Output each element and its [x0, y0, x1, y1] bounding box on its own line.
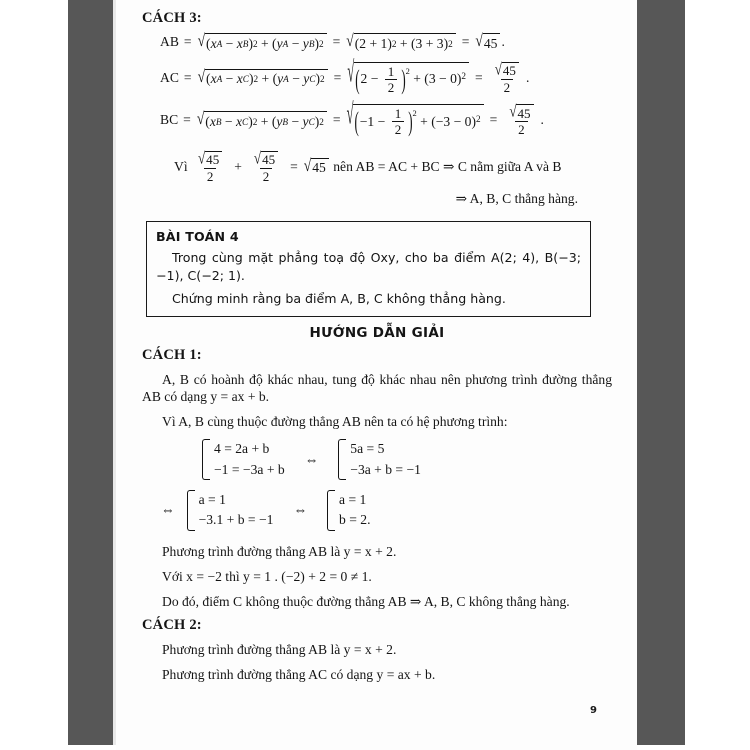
- system-row-1: [200, 439, 612, 480]
- problem-box: [146, 221, 591, 317]
- radicand-ac-numeric: [354, 62, 469, 95]
- fraction-denominator: 2: [392, 121, 405, 136]
- radicand-45: 45: [205, 151, 222, 167]
- conclusion-tail-text: C nằm giữa A và B: [457, 158, 562, 174]
- fraction-denominator: 2: [204, 168, 217, 183]
- label-bc: BC: [160, 112, 179, 128]
- system-3-line-1: a = 1: [198, 492, 226, 508]
- equation-bc: [160, 96, 612, 138]
- equation-ac-lhs: [160, 70, 197, 86]
- system-4-equations: [339, 490, 370, 531]
- paren-group-ac: [355, 62, 410, 95]
- paren-left: (: [355, 62, 360, 95]
- sqrt-icon: √: [346, 96, 354, 130]
- sqrt-icon: √: [197, 30, 206, 49]
- sqrt-icon: √: [303, 154, 312, 174]
- system-2-line-1: 5a = 5: [350, 441, 385, 457]
- exponent-two: 2: [412, 108, 417, 119]
- exponent-two: 2: [405, 65, 410, 76]
- paren-right: ): [401, 62, 406, 95]
- system-1: [202, 439, 285, 480]
- sqrt-ab-symbolic: [197, 30, 327, 52]
- period: .: [501, 34, 505, 50]
- system-1-line-2: −1 = −3a + b: [214, 461, 285, 477]
- equivalence-symbol: ⇔: [304, 451, 319, 467]
- sqrt-ab-result: [475, 30, 500, 52]
- system-2: [338, 439, 421, 480]
- fraction-sqrt45-over-2-a: [194, 147, 226, 184]
- sqrt-45: [253, 147, 278, 168]
- system-1-line-1: 4 = 2a + b: [214, 441, 270, 457]
- sqrt-bc-symbolic: [196, 108, 327, 130]
- conclusion-final: ⇒ A, B, C thẳng hàng.: [455, 190, 578, 206]
- equivalence-symbol: ⇔: [161, 502, 175, 518]
- equivalence-symbol: ⇔: [293, 502, 308, 518]
- brace-icon: [338, 439, 346, 480]
- system-3-equations: [199, 490, 274, 531]
- system-1-equations: [214, 439, 285, 480]
- solution-paragraph-4: Với x = −2 thì y = 1 . (−2) + 2 = 0 ≠ 1.: [162, 568, 372, 584]
- radicand-ac-tail: + $(3 - 0)^2$: [409, 71, 467, 87]
- conclusion-prefix: Vì: [174, 158, 188, 174]
- label-ac: AC: [160, 69, 179, 85]
- brace-icon: [327, 490, 335, 531]
- equals-sign-3: =: [489, 112, 498, 128]
- conclusion-line: [174, 147, 612, 184]
- system-2-equations: [350, 439, 421, 480]
- sqrt-bc-numeric: [346, 96, 484, 138]
- page-content: [142, 10, 612, 684]
- sqrt-ac-symbolic: [197, 65, 328, 88]
- radicand-45: 45: [311, 158, 329, 177]
- equals-sign-2: =: [332, 34, 341, 50]
- radicand-45: 45: [502, 62, 519, 78]
- sqrt-ac-numeric: [347, 54, 469, 95]
- equation-ac: [160, 54, 612, 95]
- equals-sign-3: =: [461, 34, 470, 50]
- brace-icon: [202, 439, 210, 480]
- implies-arrow-icon: ⇒: [443, 158, 455, 174]
- fraction-numerator: [250, 147, 282, 168]
- radicand-bc-symbolic: ( x B − x C ) 2 + ( y B − y C ) 2: [204, 111, 327, 130]
- equals-sign-2: =: [333, 69, 342, 85]
- problem-request: Chứng minh rằng ba điểm A, B, C không thẳng hàng.: [172, 290, 506, 306]
- solution-paragraph-2: Vì A, B cùng thuộc đường thẳng AB nên ta có hệ phương trình:: [162, 414, 508, 430]
- equals-sign-3: =: [475, 69, 483, 85]
- solution-paragraph-7: Phương trình đường thẳng AC có dạng y = ax + b.: [162, 666, 436, 682]
- solution-paragraph-1: A, B có hoành độ khác nhau, tung độ khác nhau nên phương trình đường thẳng AB có dạng y = ax + b.: [142, 371, 612, 405]
- radicand-45: 45: [483, 33, 501, 52]
- radicand-45: 45: [516, 104, 533, 120]
- document-page: [116, 0, 637, 750]
- equals-sign: =: [290, 158, 298, 174]
- period: .: [525, 69, 530, 85]
- fraction-half: [385, 65, 398, 95]
- sqrt-icon: √: [346, 30, 354, 49]
- solution-heading: HƯỚNG DẪN GIẢI: [309, 324, 445, 341]
- fraction-numerator: 1: [387, 63, 395, 79]
- fraction-denominator: 2: [501, 79, 514, 94]
- equals-sign-2: =: [332, 112, 341, 128]
- fraction-denominator: 2: [515, 121, 528, 136]
- section-heading-cach2: CÁCH 2:: [142, 616, 202, 633]
- period: .: [540, 112, 544, 128]
- system-3: [187, 490, 274, 531]
- equals-sign: =: [183, 34, 192, 50]
- paren-group-bc: [354, 107, 416, 137]
- label-ab: AB: [160, 34, 179, 50]
- system-row-2: [156, 490, 612, 531]
- solution-paragraph-6: Phương trình đường thẳng AB là y = x + 2.: [162, 641, 397, 657]
- sqrt-45: [494, 58, 519, 79]
- system-4: [327, 490, 370, 531]
- sqrt-icon: √: [509, 101, 517, 120]
- scan-shadow-band-left: [68, 0, 116, 745]
- fraction-sqrt45-over-2: [505, 101, 537, 138]
- radicand-bc-tail: + $(-3 - 0)^2$: [416, 113, 481, 130]
- fraction-numerator: [194, 147, 226, 168]
- equation-bc-lhs: [160, 112, 196, 128]
- equation-ab-lhs: [160, 34, 197, 50]
- radicand-ac-symbolic: ( x A − x C ) 2 + ( y A − y C ) 2: [205, 69, 328, 88]
- fraction-numerator: [491, 58, 523, 79]
- page-number: 9: [590, 705, 597, 716]
- section-heading-cach3: CÁCH 3:: [142, 10, 202, 26]
- solution-paragraph-5: Do đó, điểm C không thuộc đường thẳng AB ⇒ A, B, C không thẳng hàng.: [162, 593, 570, 609]
- fraction-denominator: 2: [385, 79, 398, 94]
- sqrt-icon: √: [197, 65, 206, 85]
- paren-inner-ac: 2 − $\frac{1}{2}$: [360, 65, 402, 95]
- radicand-ab-numeric: (2 + 1) 2 + (3 + 3) 2: [354, 33, 456, 52]
- solution-paragraph-3: Phương trình đường thẳng AB là y = x + 2.: [162, 543, 397, 559]
- problem-title: BÀI TOÁN 4: [156, 228, 239, 244]
- sqrt-45-total: [303, 154, 329, 177]
- equals-sign: =: [183, 69, 192, 85]
- system-2-line-2: −3a + b = −1: [350, 461, 421, 477]
- fraction-numerator: 1: [394, 106, 402, 122]
- sqrt-icon: √: [347, 54, 355, 88]
- system-3-line-2: −3.1 + b = −1: [198, 512, 274, 528]
- radicand-45: 45: [261, 151, 278, 167]
- fraction-half: [392, 107, 405, 137]
- problem-statement: Trong cùng mặt phẳng toạ độ Oxy, cho ba điểm A(2; 4), B(−3; −1), C(−2; 1).: [156, 249, 581, 283]
- sqrt-icon: √: [196, 108, 205, 128]
- scan-shadow-band-right: [637, 0, 685, 745]
- fraction-numerator: [505, 101, 537, 121]
- fraction-sqrt45-over-2: [491, 58, 523, 95]
- sqrt-icon: √: [198, 147, 206, 167]
- sqrt-icon: √: [253, 147, 262, 167]
- sqrt-icon: √: [494, 58, 502, 78]
- equals-sign: =: [183, 112, 191, 128]
- sqrt-45: [509, 101, 533, 121]
- sqrt-icon: √: [475, 30, 483, 49]
- conclusion-mid-text: nên AB = AC + BC: [333, 158, 440, 174]
- system-4-line-1: a = 1: [339, 492, 367, 508]
- radicand-bc-numeric: [353, 104, 483, 137]
- fraction-sqrt45-over-2-b: [250, 147, 282, 184]
- sqrt-45: [198, 147, 222, 168]
- paren-inner-bc: −1 − $\frac{1}{2}$: [359, 107, 408, 137]
- conclusion-mid: [330, 159, 562, 175]
- paren-left: (: [354, 105, 359, 137]
- brace-icon: [187, 490, 195, 531]
- equation-ab: [160, 30, 612, 52]
- system-4-line-2: b = 2.: [339, 512, 371, 528]
- paren-right: ): [408, 105, 413, 137]
- plus-sign: +: [234, 158, 242, 174]
- fraction-denominator: 2: [260, 168, 273, 183]
- section-heading-cach1: CÁCH 1:: [142, 346, 202, 363]
- radicand-ab-symbolic: ( x A − x B ) 2 + ( y A − y B ) 2: [205, 33, 327, 52]
